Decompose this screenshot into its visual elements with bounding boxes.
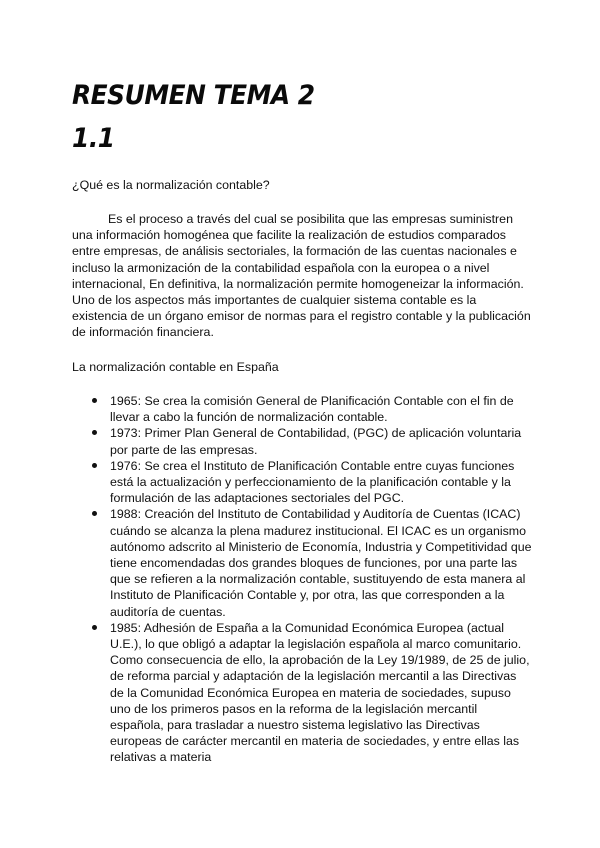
- section-number: 1.1: [72, 123, 115, 154]
- list-item-text: 1985: Adhesión de España a la Comunidad Económica Europea (actual U.E.), lo que obligó a adaptar la legislación española al marco comunitario. Como consecuencia de ello, la aprobación de la Ley 19/1989, de 25 de julio, de reforma parcial y adaptación de la legislación mercantil a las Directivas de la Comunidad Económica Europea en materia de sociedades, supuso uno de los primeros pasos en la reforma de la legislación mercantil española, para trasladar a nuestro sistema legislativo las Directivas europeas de carácter mercantil en materia de sociedades, y entre ellas las relativas a materia: [110, 620, 530, 765]
- list-item: [72, 393, 532, 425]
- list-item-text: 1965: Se crea la comisión General de Planificación Contable con el fin de llevar a cabo la función de normalización contable.: [110, 394, 514, 425]
- subheading: La normalización contable en España: [72, 360, 279, 374]
- list-item-text: 1988: Creación del Instituto de Contabilidad y Auditoría de Cuentas (ICAC) cuándo se alcanza la plena madurez institucional. El ICAC es un organismo autónomo adscrito al Ministerio de Economía, Industria y Competitividad que tiene encomendadas dos grandes bloques de funciones, por una parte las que se refieren a la normalización contable, sustituyendo de esta manera al Instituto de Planificación Contable y, por otra, las que corresponden a la auditoría de cuentas.: [110, 507, 532, 619]
- list-item: [72, 458, 532, 507]
- document-title: RESUMEN TEMA 2: [72, 80, 315, 111]
- bullet-icon: [92, 463, 97, 468]
- bullet-icon: [92, 511, 97, 516]
- question-heading: ¿Qué es la normalización contable?: [72, 178, 270, 192]
- list-item: [72, 425, 532, 457]
- timeline-list: [72, 393, 532, 766]
- definition-paragraph: Es el proceso a través del cual se posibilita que las empresas suministren una información homogénea que facilite la realización de estudios comparados entre empresas, de análisis sectoriales, la formación de las cuentas nacionales e incluso la armonización de la contabilidad española con la europea o a nivel internacional, En definitiva, la normalización permite homogeneizar la información. Uno de los aspectos más importantes de cualquier sistema contable es la existencia de un órgano emisor de normas para el registro contable y la publicación de información financiera.: [72, 212, 531, 340]
- list-item: [72, 620, 532, 766]
- bullet-icon: [92, 430, 97, 435]
- list-item-text: 1976: Se crea el Instituto de Planificación Contable entre cuyas funciones está la actualización y perfeccionamiento de la planificación contable y la formulación de las adaptaciones sectoriales del PGC.: [110, 458, 515, 506]
- bullet-icon: [92, 398, 97, 403]
- list-item-text: 1973: Primer Plan General de Contabilidad, (PGC) de aplicación voluntaria por parte de las empresas.: [110, 426, 522, 457]
- bullet-icon: [92, 625, 97, 630]
- list-item: [72, 506, 532, 619]
